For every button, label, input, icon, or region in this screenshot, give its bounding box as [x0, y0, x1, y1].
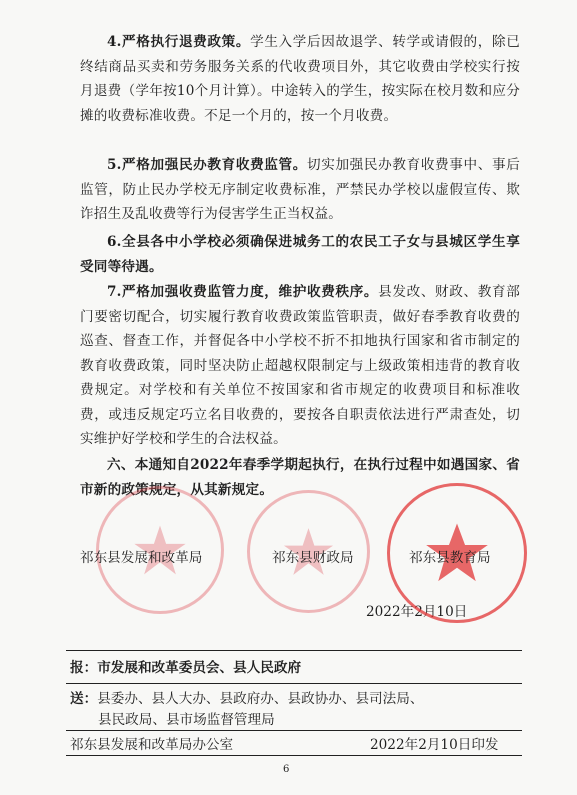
item-7-heading: 7.严格加强收费监管力度，维护收费秩序。 [107, 284, 379, 300]
item-4-heading: 4.严格执行退费政策。 [107, 34, 251, 50]
section-6-text: 六、本通知自2022年春季学期起执行，在执行过程中如遇国家、省市新的政策规定，从其新规定。 [80, 457, 520, 498]
send-recipients-line2: 县民政局、县市场监督管理局 [98, 712, 275, 728]
printed-date: 2022年2月10日印发 [370, 737, 499, 753]
divider [66, 755, 522, 756]
signature-development-bureau: 祁东县发展和改革局 [80, 550, 203, 566]
item-5-heading: 5.严格加强民办教育收费监管。 [107, 157, 307, 173]
report-to-line [70, 656, 301, 680]
item-4-paragraph [80, 30, 520, 128]
signature-finance-bureau: 祁东县财政局 [272, 550, 354, 566]
item-6-paragraph [80, 230, 520, 279]
issue-date: 2022年2月10日 [366, 604, 468, 620]
item-6-heading: 6.全县各中小学校必须确保进城务工的农民工子女与县城区学生享受同等待遇。 [80, 234, 520, 275]
report-label: 报： [70, 660, 98, 676]
divider [66, 730, 522, 731]
item-5-paragraph [80, 153, 520, 227]
item-4-body: 学生入学后因故退学、转学或请假的，除已终结商品买卖和劳务服务关系的代收费项目外，其它收费由学校实行按月退费（学年按10个月计算）。中途转入的学生，按实际在校月数和应分摊的收费标准收费。不足一个月的，按一个月收费。 [80, 34, 520, 124]
divider [66, 683, 522, 684]
send-recipients-line1: 县委办、县人大办、县政府办、县政协办、县司法局、 [97, 691, 424, 707]
item-5-body: 切实加强民办教育收费事中、事后监管，防止民办学校无序制定收费标准，严禁民办学校以虚假宣传、欺诈招生及乱收费等行为侵害学生正当权益。 [80, 157, 520, 222]
item-7-paragraph [80, 280, 520, 452]
report-recipients: 市发展和改革委员会、县人民政府 [97, 660, 302, 676]
issuing-office: 祁东县发展和改革局办公室 [70, 737, 234, 753]
page-number: 6 [283, 764, 290, 775]
item-7-body: 县发改、财政、教育部门要密切配合，切实履行教育收费政策监管职责，做好春季教育收费的巡查、督查工作，并督促各中小学校不折不扣地执行国家和省市制定的教育收费政策，同时坚决防止超越权限制定与上级政策相违背的教育收费规定。对学校和有关单位不按国家和省市规定的收费项目和标准收费，或违反规定巧立名目收费的，要按各自职责依法进行严肃查处，切实维护好学校和学生的合法权益。 [80, 284, 520, 447]
divider [66, 650, 522, 651]
send-label: 送： [70, 691, 98, 707]
signature-education-bureau: 祁东县教育局 [409, 550, 491, 566]
